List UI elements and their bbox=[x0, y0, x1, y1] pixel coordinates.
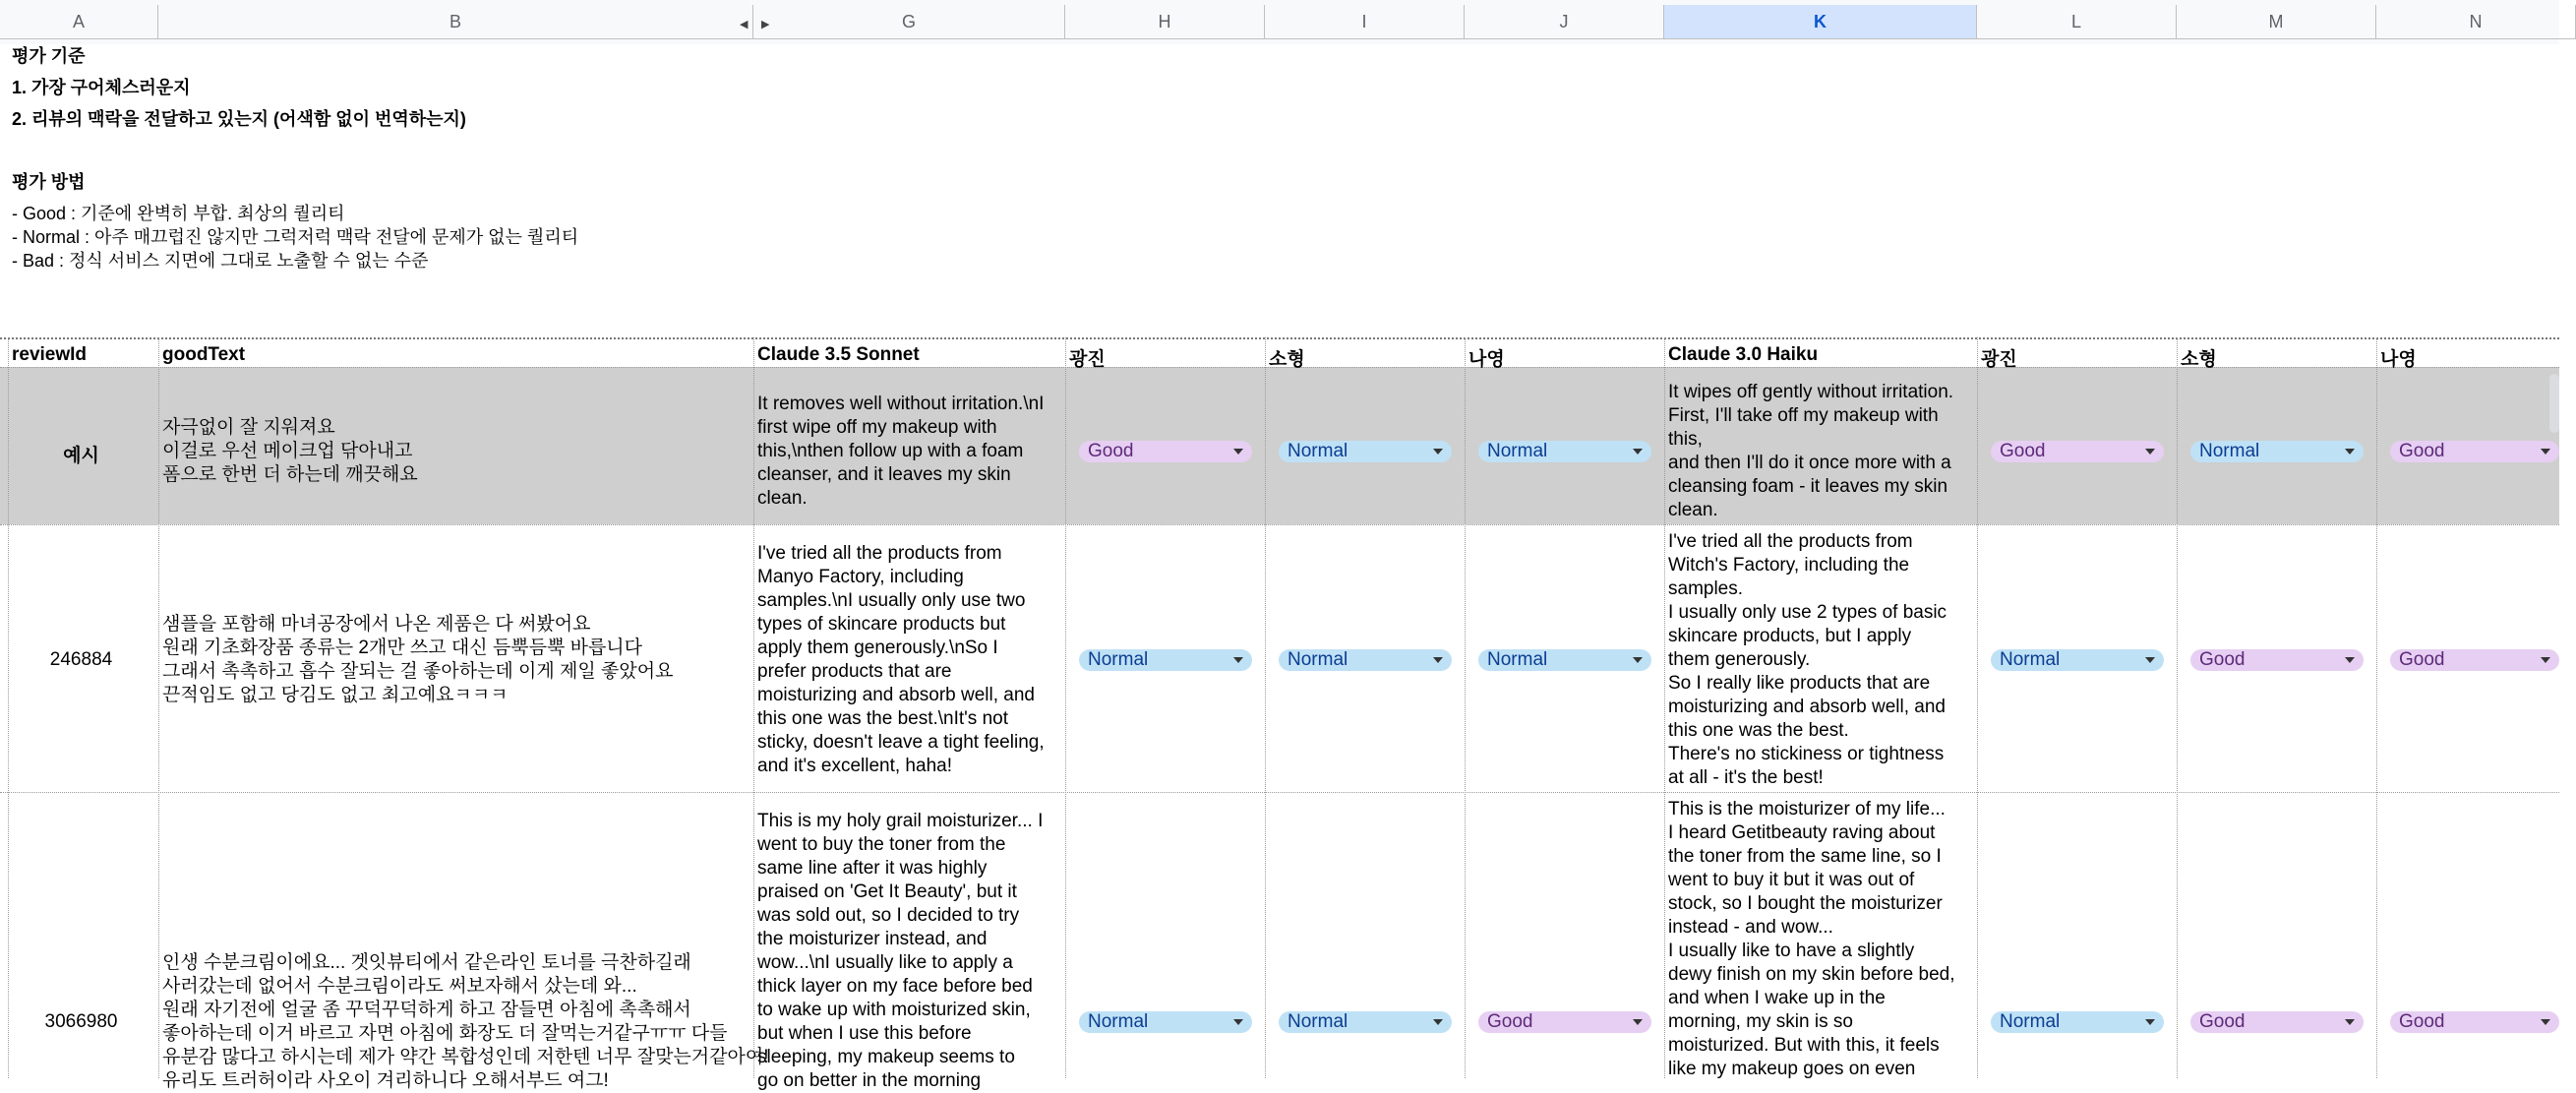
dropdown-caret-icon bbox=[2345, 1019, 2355, 1025]
dropdown-caret-icon bbox=[2345, 657, 2355, 663]
rating-dropdown[interactable] bbox=[1279, 649, 1452, 671]
rating-dropdown[interactable] bbox=[1279, 1011, 1452, 1033]
col-header-i[interactable]: I bbox=[1265, 5, 1465, 39]
col-header-h[interactable]: H bbox=[1065, 5, 1265, 39]
row-divider bbox=[0, 792, 2559, 793]
review-id-cell[interactable]: 예시 bbox=[63, 446, 99, 466]
rating-value: Good bbox=[2199, 649, 2246, 670]
column-header-bar bbox=[0, 0, 2559, 44]
header-rater-j[interactable]: 나영 bbox=[1468, 349, 1505, 370]
row-divider bbox=[0, 337, 2559, 339]
rating-value: Good bbox=[1487, 1011, 1533, 1032]
row-divider bbox=[0, 524, 2559, 525]
rating-value: Normal bbox=[2000, 649, 2061, 670]
dropdown-caret-icon bbox=[1433, 657, 1443, 663]
rating-dropdown[interactable] bbox=[2190, 1011, 2364, 1033]
criteria-title[interactable]: 평가 기준 bbox=[12, 46, 86, 66]
sonnet-cell[interactable]: I've tried all the products from Manyo Factory, including samples.\nI usually only use two types of skincare products but apply them generously.\nSo I prefer products that are moisturizing and absorb well, and this one was the best.\nIt's not sticky, doesn't leave a tight feeling, and it's excellent, haha! bbox=[757, 543, 1045, 776]
collapse-left-icon[interactable]: ◀ bbox=[740, 19, 749, 30]
col-divider bbox=[158, 337, 159, 1078]
rating-dropdown[interactable] bbox=[1079, 649, 1252, 671]
criteria-item-2[interactable]: 2. 리뷰의 맥락을 전달하고 있는지 (어색함 없이 번역하는지) bbox=[12, 109, 466, 129]
criteria-item-1[interactable]: 1. 가장 구어체스러운지 bbox=[12, 78, 191, 97]
col-header-m[interactable]: M bbox=[2177, 5, 2376, 39]
rating-dropdown[interactable] bbox=[1991, 1011, 2164, 1033]
dropdown-caret-icon bbox=[1633, 1019, 1643, 1025]
good-text-cell[interactable]: 자극없이 잘 지워져요 이걸로 우선 메이크업 닦아내고 폼으로 한번 더 하는데 깨끗해요 bbox=[162, 417, 418, 485]
method-title[interactable]: 평가 방법 bbox=[12, 172, 86, 192]
haiku-cell[interactable]: It wipes off gently without irritation. First, I'll take off my makeup with this, and then I'll do it once more with a cleansing foam - it leaves my skin clean. bbox=[1668, 382, 1954, 520]
header-rater-h[interactable]: 광진 bbox=[1069, 349, 1106, 370]
dropdown-caret-icon bbox=[1433, 1019, 1443, 1025]
rating-value: Normal bbox=[1088, 649, 1149, 670]
rating-dropdown[interactable] bbox=[1478, 441, 1651, 462]
sonnet-cell[interactable]: It removes well without irritation.\nI first wipe off my makeup with this,\nthen follow up with a foam cleanser, and it leaves my skin clean. bbox=[757, 394, 1045, 509]
dropdown-caret-icon bbox=[2541, 449, 2550, 455]
rating-dropdown[interactable] bbox=[1478, 649, 1651, 671]
col-divider bbox=[1465, 337, 1466, 1078]
review-id-cell[interactable]: 3066980 bbox=[44, 1011, 118, 1032]
col-header-g[interactable]: G bbox=[753, 5, 1065, 39]
rating-value: Normal bbox=[2199, 441, 2260, 461]
method-normal[interactable]: - Normal : 아주 매끄럽진 않지만 그럭저럭 맥락 전달에 문제가 없는 퀄리티 bbox=[12, 227, 579, 247]
header-rater-i[interactable]: 소형 bbox=[1269, 349, 1305, 370]
col-header-l[interactable]: L bbox=[1977, 5, 2177, 39]
sonnet-cell[interactable]: This is my holy grail moisturizer... I went to buy the toner from the same line after it was highly praised on 'Get It Beauty', but it was sold out, so I decided to try the moisturizer instead, and wow...\nI usually like to apply a thick layer on my face before bed to wake up with moisturized skin, but when I use this before sleeping, my makeup seems to go on better in the morning bbox=[757, 811, 1044, 1091]
vertical-scrollbar[interactable] bbox=[2549, 374, 2559, 433]
dropdown-caret-icon bbox=[1233, 449, 1243, 455]
rating-dropdown[interactable] bbox=[2190, 649, 2364, 671]
rating-dropdown[interactable] bbox=[1279, 441, 1452, 462]
rating-dropdown[interactable] bbox=[1079, 1011, 1252, 1033]
rating-value: Good bbox=[1088, 441, 1134, 461]
dropdown-caret-icon bbox=[1233, 1019, 1243, 1025]
rating-dropdown[interactable] bbox=[2190, 441, 2364, 462]
rating-value: Good bbox=[2399, 1011, 2445, 1032]
dropdown-caret-icon bbox=[2145, 657, 2155, 663]
good-text-cell[interactable]: 인생 수분크림이에요... 겟잇뷰티에서 같은라인 토너를 극찬하길래 사러갔는데 없어서 수분크림이라도 써보자해서 샀는데 와... 원래 자기전에 얼굴 좀 꾸덕꾸덕하게 하고 잠들면 아침에 촉촉해서 좋아하는데 이거 바르고 자면 아침에 화장도 더 잘먹는거같구ㅠㅠ 다들 유분감 많다고 하시는데 제가 약간 복합성인데 저한텐 너무 잘맞는거같아여! 유리도 트러허이라 사오이 겨리하니다 오해서부드 여그! bbox=[162, 952, 769, 1091]
dropdown-caret-icon bbox=[2541, 1019, 2550, 1025]
rating-value: Normal bbox=[1487, 649, 1548, 670]
rating-dropdown[interactable] bbox=[1478, 1011, 1651, 1033]
rating-value: Normal bbox=[2000, 1011, 2061, 1032]
haiku-cell[interactable]: This is the moisturizer of my life... I heard Getitbeauty raving about the toner from the same line, so I went to buy it but it was out of stock, so I bought the moisturizer instead - and wow... I usually like to have a slightly dewy finish on my skin before bed, and when I wake up in the morning, my skin is so moisturized. But with this, it feels like my makeup goes on even bbox=[1668, 799, 1955, 1079]
rating-value: Normal bbox=[1088, 1011, 1149, 1032]
header-review-id[interactable]: reviewId bbox=[12, 344, 88, 365]
rating-value: Good bbox=[2399, 441, 2445, 461]
rating-value: Normal bbox=[1288, 1011, 1348, 1032]
dropdown-caret-icon bbox=[1233, 657, 1243, 663]
rating-dropdown[interactable] bbox=[2390, 1011, 2559, 1033]
rating-value: Normal bbox=[1288, 441, 1348, 461]
col-divider bbox=[1664, 337, 1665, 1078]
rating-dropdown[interactable] bbox=[2390, 441, 2559, 462]
dropdown-caret-icon bbox=[1633, 449, 1643, 455]
method-bad[interactable]: - Bad : 정식 서비스 지면에 그대로 노출할 수 없는 수준 bbox=[12, 251, 429, 271]
col-divider bbox=[2376, 337, 2377, 1078]
header-rater-n[interactable]: 나영 bbox=[2380, 349, 2417, 370]
rating-dropdown[interactable] bbox=[1991, 441, 2164, 462]
header-rater-l[interactable]: 광진 bbox=[1981, 349, 2017, 370]
rating-dropdown[interactable] bbox=[1991, 649, 2164, 671]
expand-right-icon[interactable]: ▶ bbox=[761, 19, 770, 30]
col-header-j[interactable]: J bbox=[1465, 5, 1664, 39]
dropdown-caret-icon bbox=[2541, 657, 2550, 663]
col-header-a[interactable]: A bbox=[0, 5, 158, 39]
col-divider bbox=[1977, 337, 1978, 1078]
col-divider bbox=[753, 337, 754, 1078]
rating-value: Good bbox=[2199, 1011, 2246, 1032]
good-text-cell[interactable]: 샘플을 포함해 마녀공장에서 나온 제품은 다 써봤어요 원래 기초화장품 종류는 2개만 쓰고 대신 듬뿍듬뿍 바릅니다 그래서 촉촉하고 흡수 잘되는 걸 좋아하는데 이게 제일 좋았어요 끈적임도 없고 당김도 없고 최고예요ㅋㅋㅋ bbox=[162, 614, 674, 705]
haiku-cell[interactable]: I've tried all the products from Witch's Factory, including the samples. I usually only use 2 types of basic skincare products, but I apply them generously. So I really like products that are moisturizing and absorb well, and this one was the best. There's no stickiness or tightness at all - it's the best! bbox=[1668, 531, 1947, 788]
dropdown-caret-icon bbox=[2345, 449, 2355, 455]
dropdown-caret-icon bbox=[1433, 449, 1443, 455]
header-sonnet[interactable]: Claude 3.5 Sonnet bbox=[757, 344, 920, 365]
dropdown-caret-icon bbox=[2145, 449, 2155, 455]
col-divider bbox=[1265, 337, 1266, 1078]
rating-value: Good bbox=[2000, 441, 2046, 461]
rating-dropdown[interactable] bbox=[2390, 649, 2559, 671]
header-haiku[interactable]: Claude 3.0 Haiku bbox=[1668, 344, 1819, 365]
header-good-text[interactable]: goodText bbox=[162, 344, 246, 365]
method-good[interactable]: - Good : 기준에 완벽히 부합. 최상의 퀄리티 bbox=[12, 204, 345, 223]
col-header-n[interactable]: N bbox=[2376, 5, 2576, 39]
rating-dropdown[interactable] bbox=[1079, 441, 1252, 462]
header-rater-m[interactable]: 소형 bbox=[2181, 349, 2217, 370]
col-divider bbox=[1065, 337, 1066, 1078]
dropdown-caret-icon bbox=[2145, 1019, 2155, 1025]
rating-value: Normal bbox=[1487, 441, 1548, 461]
col-header-b[interactable]: B bbox=[158, 5, 753, 39]
col-divider bbox=[2177, 337, 2178, 1078]
rating-value: Normal bbox=[1288, 649, 1348, 670]
dropdown-caret-icon bbox=[1633, 657, 1643, 663]
col-header-k[interactable]: K bbox=[1664, 5, 1977, 39]
review-id-cell[interactable]: 246884 bbox=[49, 649, 113, 670]
rating-value: Good bbox=[2399, 649, 2445, 670]
